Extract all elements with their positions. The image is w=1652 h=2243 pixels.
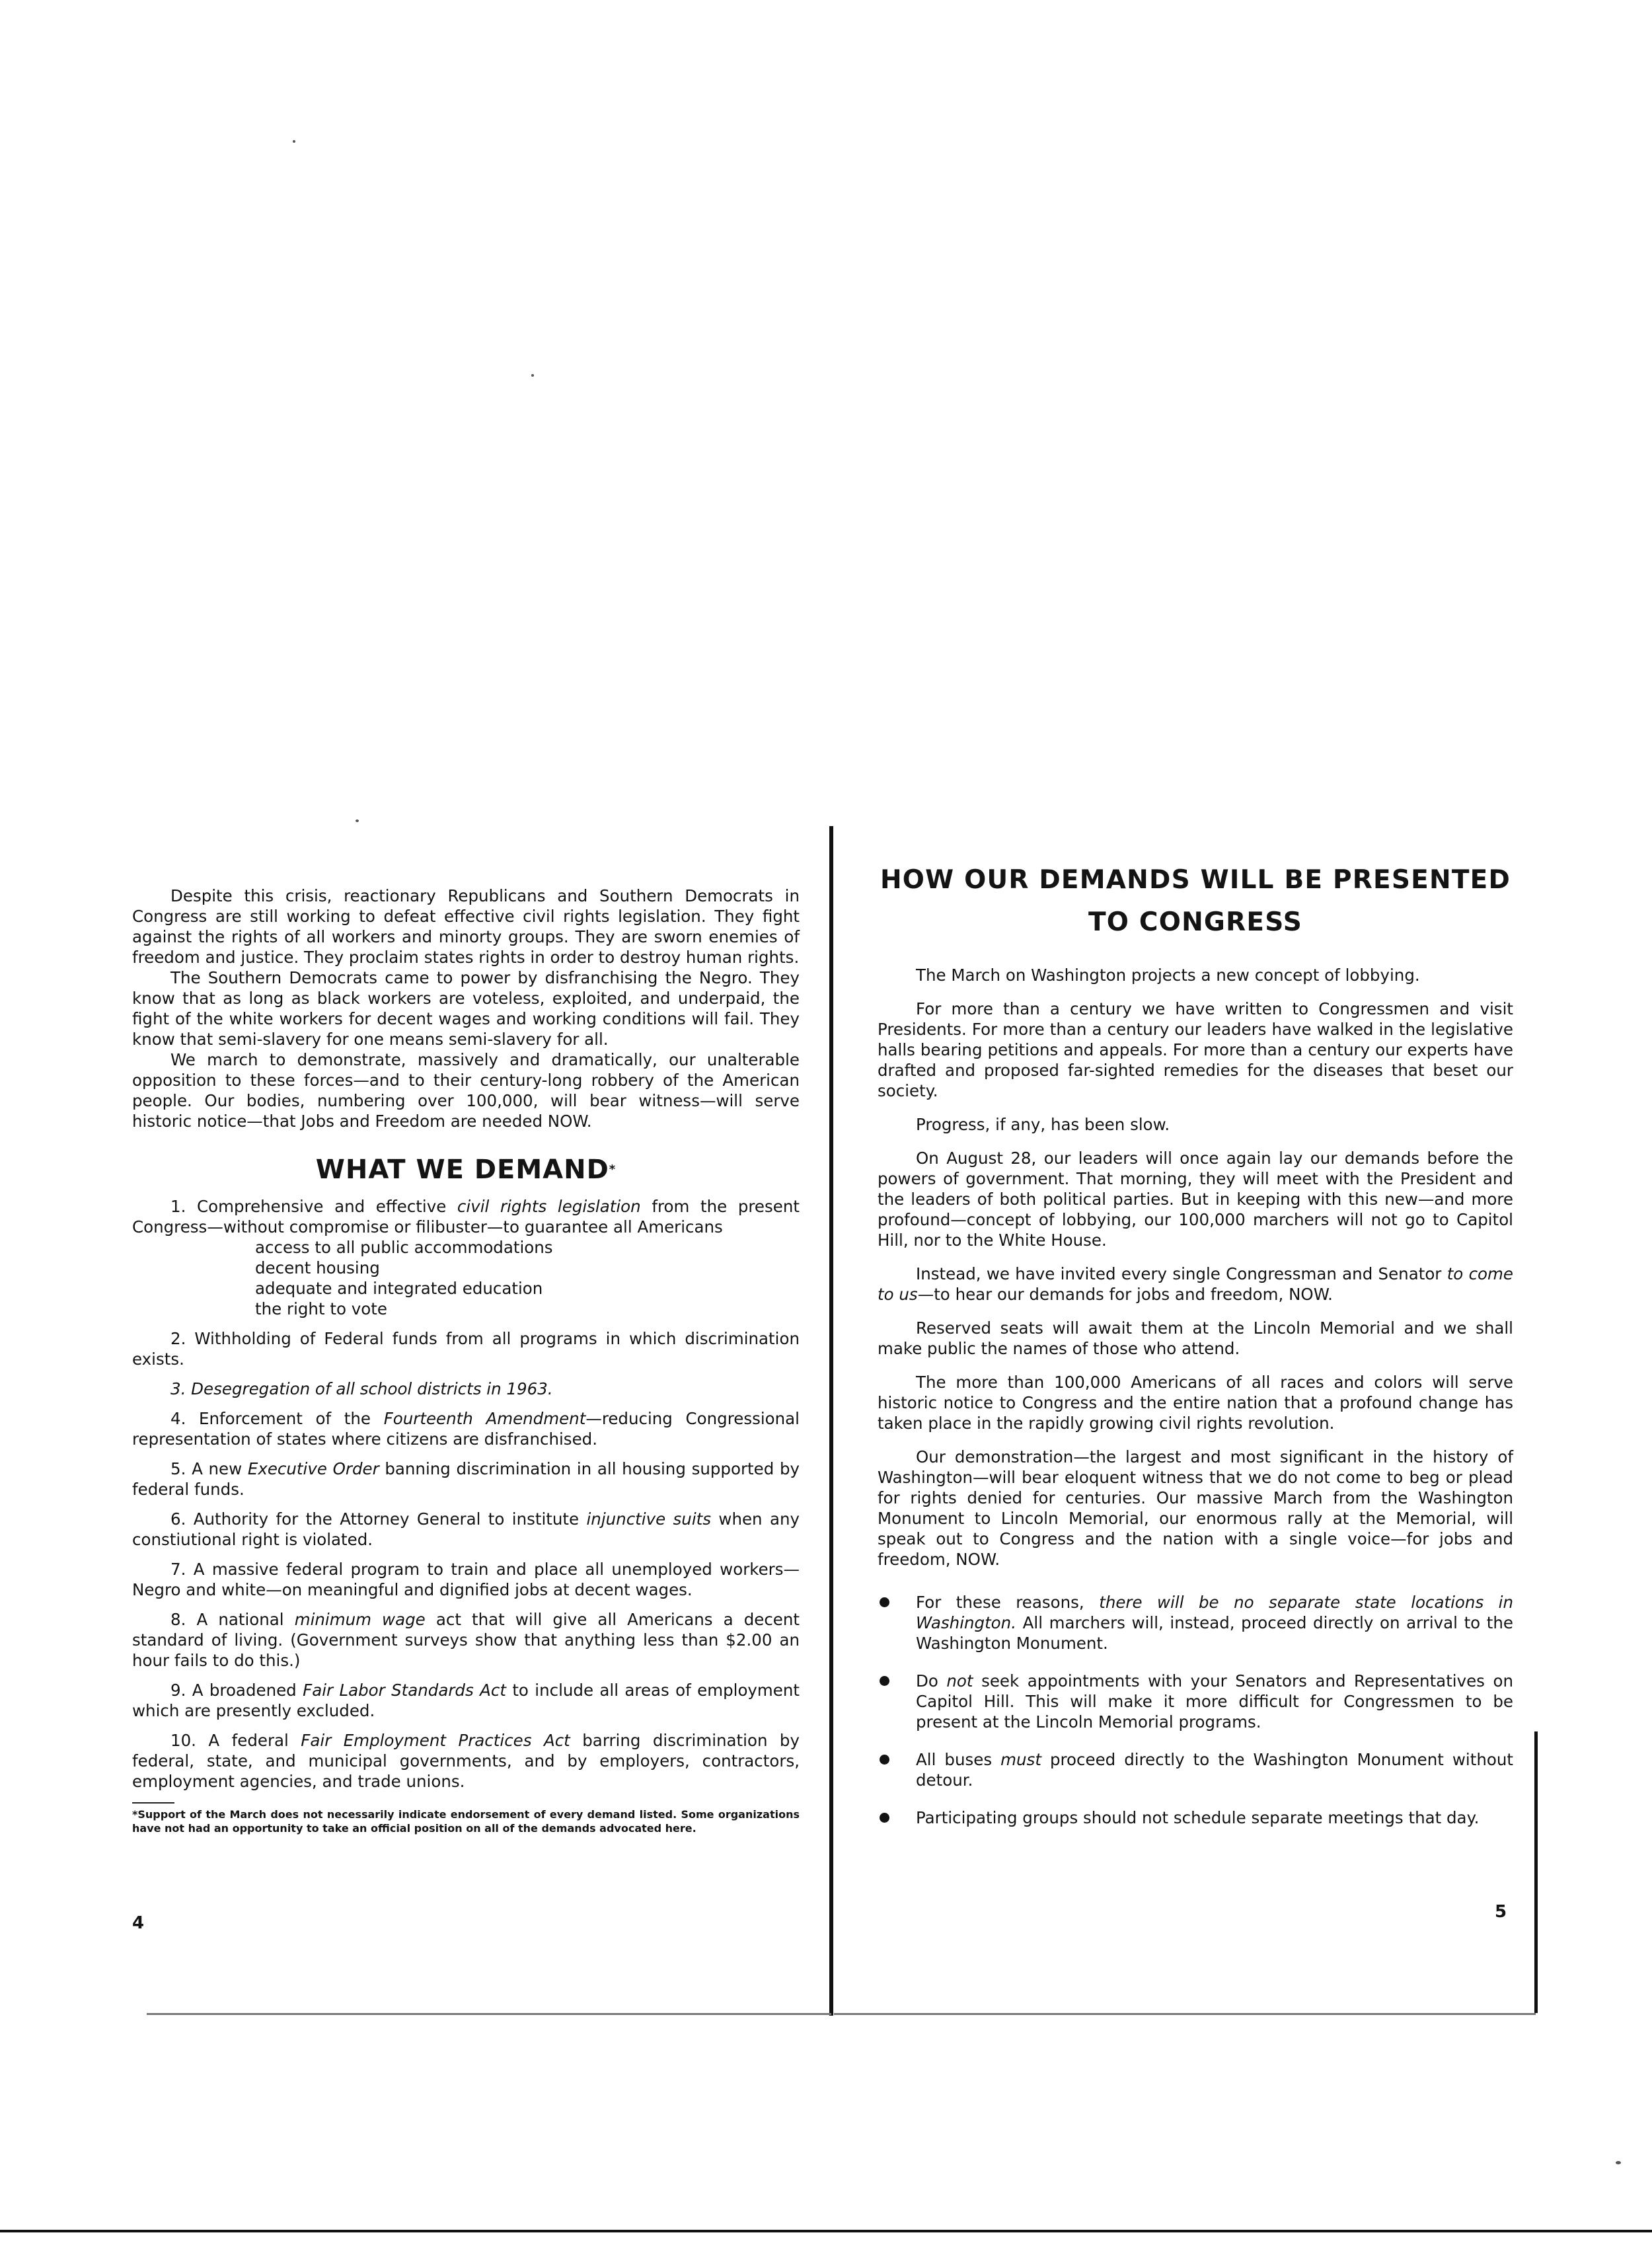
demand-1-sublist — [132, 1237, 800, 1319]
list-item: For these reasons, there will be no separate state locations in Washington. All marchers will, instead, proceed directly on arrival to the Washington Monument. — [878, 1592, 1513, 1654]
instructions-list — [878, 1592, 1513, 1828]
scan-speck — [293, 140, 295, 143]
right-paragraph-6: Reserved seats will await them at the Lincoln Memorial and we shall make public the names of those who attend. — [878, 1318, 1513, 1358]
right-paragraph-2: For more than a century we have written to Congressmen and visit Presidents. For more than a century our leaders have walked in the legislative halls bearing petitions and appeals. For more than a century our experts have drafted and proposed far-sighted remedies for the diseases that beset our society. — [878, 999, 1513, 1100]
demand-8: 8. A national minimum wage act that will give all Americans a decent standard of living. (Government surveys show that anything less than $2.00 an hour fails to do this.) — [132, 1610, 800, 1670]
footnote: *Support of the March does not necessarily indicate endorsement of every demand listed. Some organizations have not had an opportunity to take an official position on all of the demands advocated here. — [132, 1808, 800, 1835]
left-page — [132, 886, 800, 1835]
left-bottom-rule — [147, 2013, 831, 2015]
bullet-icon — [880, 1597, 889, 1607]
demands-heading-mark: * — [609, 1162, 617, 1176]
intro-paragraph-1: Despite this crisis, reactionary Republicans and Southern Democrats in Congress are still working to defeat effective civil rights legislation. They fight against the rights of all workers and minorty groups. They are sworn enemies of freedom and justice. They proclaim states rights in order to destroy human rights. — [132, 886, 800, 967]
demand-6: 6. Authority for the Attorney General to institute injunctive suits when any constiutional right is violated. — [132, 1509, 800, 1549]
scan-speck — [356, 819, 359, 822]
right-paragraph-1: The March on Washington projects a new concept of lobbying. — [916, 966, 1420, 985]
demand-9: 9. A broadened Fair Labor Standards Act to include all areas of employment which are presently excluded. — [132, 1681, 800, 1720]
list-item: access to all public accommodations — [255, 1238, 553, 1257]
demand-4: 4. Enforcement of the Fourteenth Amendment—reducing Congressional representation of states where citizens are disfranchised. — [132, 1409, 800, 1449]
right-bottom-rule — [834, 2013, 1536, 2015]
scan-speck — [531, 374, 534, 377]
list-item: All buses must proceed directly to the Washington Monument without detour. — [878, 1749, 1513, 1790]
right-paragraph-3: Progress, if any, has been slow. — [916, 1115, 1170, 1134]
list-item: adequate and integrated education — [255, 1279, 543, 1298]
page-bottom-rule — [0, 2230, 1652, 2232]
page-number-right: 5 — [1495, 1902, 1507, 1922]
right-page-title — [878, 859, 1513, 944]
demand-2: 2. Withholding of Federal funds from all programs in which discrimination exists. — [132, 1329, 800, 1369]
page-number-left: 4 — [132, 1913, 145, 1933]
list-item: the right to vote — [255, 1299, 387, 1318]
demand-7: 7. A massive federal program to train and place all unemployed workers—Negro and white—on meaningful and dignified jobs at decent wages. — [132, 1560, 800, 1599]
demands-heading — [132, 1154, 800, 1186]
right-paragraph-5: Instead, we have invited every single Congressman and Senator to come to us—to hear our demands for jobs and freedom, NOW. — [878, 1264, 1513, 1304]
right-page — [878, 859, 1513, 1845]
right-paragraph-4: On August 28, our leaders will once again lay our demands before the powers of government. That morning, they will meet with the President and the leaders of both political parties. But in keeping with this new—and more profound—concept of lobbying, our 100,000 marchers will not go to Capitol Hill, nor to the White House. — [878, 1149, 1513, 1250]
right-paragraph-8: Our demonstration—the largest and most significant in the history of Washington—will bear eloquent witness that we do not come to beg or plead for rights denied for centuries. Our massive March from the Washington Monument to Lincoln Memorial, our enormous rally at the Memorial, will speak out to Congress and the nation with a single voice—for jobs and freedom, NOW. — [878, 1447, 1513, 1569]
demand-3: 3. Desegregation of all school districts in 1963. — [170, 1379, 553, 1398]
center-divider-rule — [829, 826, 833, 2016]
footnote-divider — [132, 1802, 174, 1804]
right-edge-rule — [1534, 1731, 1538, 2013]
intro-paragraph-2: The Southern Democrats came to power by disfranchising the Negro. They know that as long as black workers are voteless, exploited, and underpaid, the fight of the white workers for decent wages and working conditions will fail. They know that semi-slavery for one means semi-slavery for all. — [132, 968, 800, 1049]
right-paragraph-7: The more than 100,000 Americans of all races and colors will serve historic notice to Congress and the entire nation that a profound change has taken place in the rapidly growing civil rights revolution. — [878, 1373, 1513, 1433]
right-page-title-line-1: HOW OUR DEMANDS WILL BE PRESENTED — [880, 865, 1511, 895]
demands-heading-text: WHAT WE DEMAND — [315, 1155, 609, 1185]
bullet-icon — [880, 1755, 889, 1765]
list-item: Do not seek appointments with your Senators and Representatives on Capitol Hill. This will make it more difficult for Congressmen to be present at the Lincoln Memorial programs. — [878, 1671, 1513, 1732]
bullet-icon — [880, 1676, 889, 1686]
bullet-icon — [880, 1813, 889, 1823]
list-item: decent housing — [255, 1258, 380, 1277]
demand-5: 5. A new Executive Order banning discrimination in all housing supported by federal funds. — [132, 1459, 800, 1499]
right-page-title-line-2: TO CONGRESS — [1088, 907, 1303, 937]
intro-paragraph-3: We march to demonstrate, massively and dramatically, our unalterable opposition to these forces—and to their century-long robbery of the American people. Our bodies, numbering over 100,000, will bear witness—will serve historic notice—that Jobs and Freedom are needed NOW. — [132, 1050, 800, 1131]
list-item: Participating groups should not schedule separate meetings that day. — [878, 1807, 1513, 1828]
demand-1: 1. Comprehensive and effective civil rights legislation from the present Congress—without compromise or filibuster—to guarantee all Americans — [132, 1197, 800, 1236]
scan-speck — [1616, 2161, 1621, 2164]
demand-10: 10. A federal Fair Employment Practices Act barring discrimination by federal, state, and municipal governments, and by employers, contractors, employment agencies, and trade unions. — [132, 1731, 800, 1791]
